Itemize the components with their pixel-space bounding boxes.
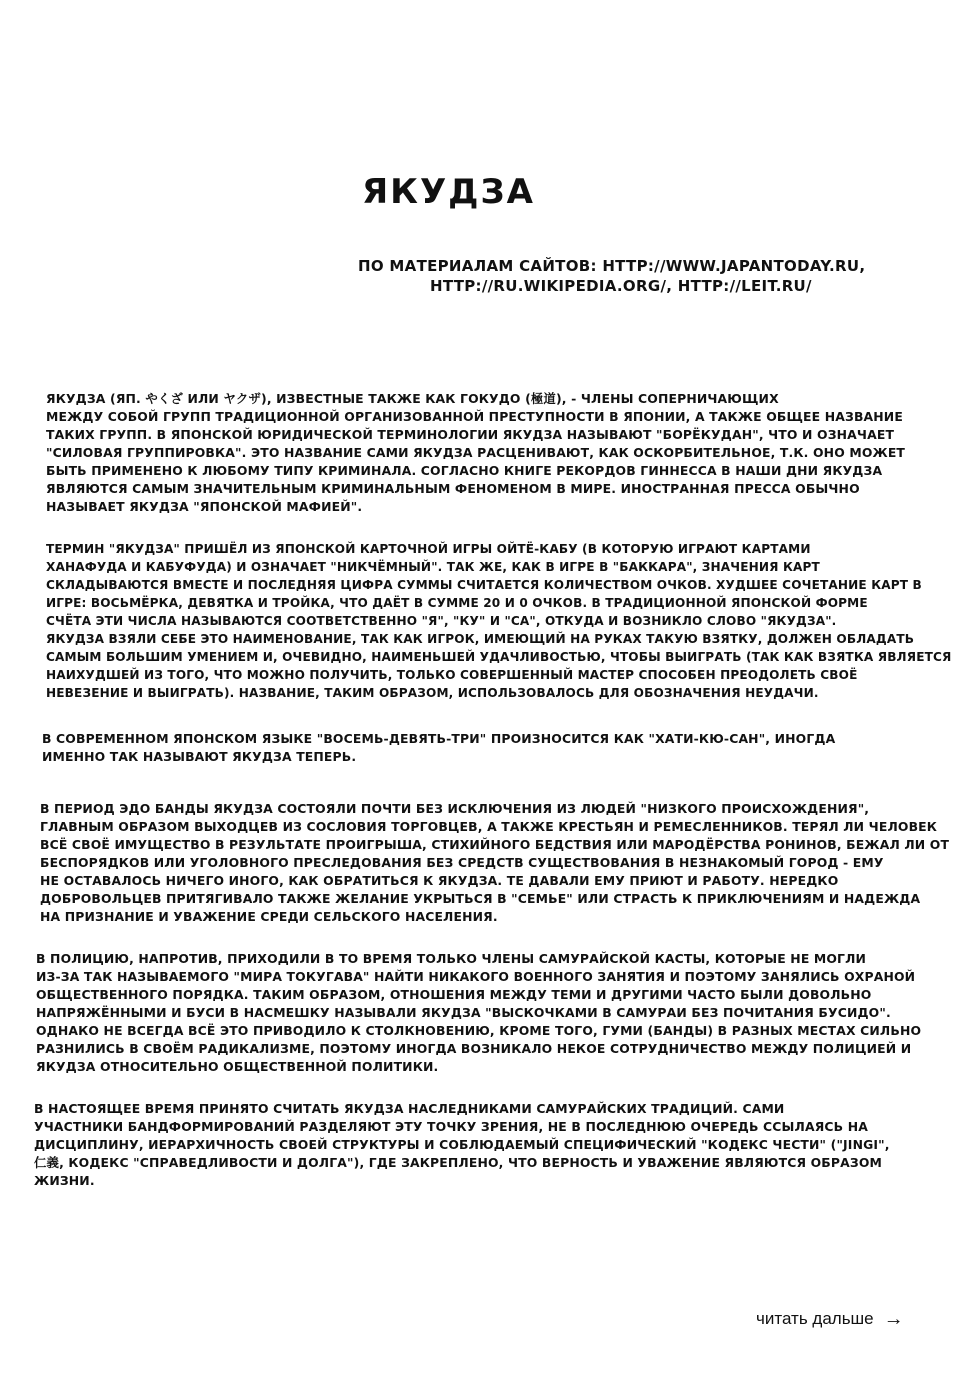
- text-line: МЕЖДУ СОБОЙ ГРУПП ТРАДИЦИОННОЙ ОРГАНИЗОВАННОЙ ПРЕСТУПНОСТИ В ЯПОНИИ, А ТАКЖЕ ОБЩЕЕ НАЗВАНИЕ: [46, 409, 903, 424]
- text-line: ИЗ-ЗА ТАК НАЗЫВАЕМОГО "МИРА ТОКУГАВА" НАЙТИ НИКАКОГО ВОЕННОГО ЗАНЯТИЯ И ПОЭТОМУ ЗАНЯЛИСЬ ОХРАНОЙ: [36, 969, 916, 984]
- text-line: В СОВРЕМЕННОМ ЯПОНСКОМ ЯЗЫКЕ "ВОСЕМЬ-ДЕВЯТЬ-ТРИ" ПРОИЗНОСИТСЯ КАК "ХАТИ-КЮ-САН", ИНОГДА: [42, 731, 836, 746]
- text-line: 仁義, КОДЕКС "СПРАВЕДЛИВОСТИ И ДОЛГА"), ГДЕ ЗАКРЕПЛЕНО, ЧТО ВЕРНОСТЬ И УВАЖЕНИЕ ЯВЛЯЮТСЯ ОБРАЗОМ: [34, 1155, 882, 1170]
- text-line: В НАСТОЯЩЕЕ ВРЕМЯ ПРИНЯТО СЧИТАТЬ ЯКУДЗА НАСЛЕДНИКАМИ САМУРАЙСКИХ ТРАДИЦИЙ. САМИ: [34, 1101, 785, 1116]
- text-line: "СИЛОВАЯ ГРУППИРОВКА". ЭТО НАЗВАНИЕ САМИ ЯКУДЗА РАСЦЕНИВАЮТ, КАК ОСКОРБИТЕЛЬНОЕ, Т.К. ОНО МОЖЕТ: [46, 445, 906, 460]
- text-line: ДИСЦИПЛИНУ, ИЕРАРХИЧНОСТЬ СВОЕЙ СТРУКТУРЫ И СОБЛЮДАЕМЫЙ СПЕЦИФИЧЕСКИЙ "КОДЕКС ЧЕСТИ" ("JINGI",: [34, 1137, 890, 1152]
- arrow-right-icon: →: [883, 1308, 904, 1330]
- text-line: ТЕРМИН "ЯКУДЗА" ПРИШЁЛ ИЗ ЯПОНСКОЙ КАРТОЧНОЙ ИГРЫ ОЙТЁ-КАБУ (В КОТОРУЮ ИГРАЮТ КАРТАМИ: [46, 541, 811, 556]
- paragraph-modern-language: [42, 730, 835, 766]
- text-line: ХАНАФУДА И КАБУФУДА) И ОЗНАЧАЕТ "НИКЧЁМНЫЙ". ТАК ЖЕ, КАК В ИГРЕ В "БАККАРА", ЗНАЧЕНИЯ КАРТ: [46, 559, 820, 574]
- text-line: НАИХУДШЕЙ ИЗ ТОГО, ЧТО МОЖНО ПОЛУЧИТЬ, ТОЛЬКО СОВЕРШЕННЫЙ МАСТЕР СПОСОБЕН ПРЕОДОЛЕТЬ СВОЁ: [46, 667, 858, 682]
- text-line: УЧАСТНИКИ БАНДФОРМИРОВАНИЙ РАЗДЕЛЯЮТ ЭТУ ТОЧКУ ЗРЕНИЯ, НЕ В ПОСЛЕДНЮЮ ОЧЕРЕДЬ ССЫЛАЯСЬ НА: [34, 1119, 868, 1134]
- sources-block: [340, 256, 950, 296]
- paragraph-present-day: [34, 1100, 890, 1190]
- text-line: ЯКУДЗА ВЗЯЛИ СЕБЕ ЭТО НАИМЕНОВАНИЕ, ТАК КАК ИГРОК, ИМЕЮЩИЙ НА РУКАХ ТАКУЮ ВЗЯТКУ, ДОЛЖЕН ОБЛАДАТЬ: [46, 631, 915, 646]
- text-line: РАЗНИЛИСЬ В СВОЁМ РАДИКАЛИЗМЕ, ПОЭТОМУ ИНОГДА ВОЗНИКАЛО НЕКОЕ СОТРУДНИЧЕСТВО МЕЖДУ ПОЛИЦИЕЙ И: [36, 1041, 912, 1056]
- sources-line: ПО МАТЕРИАЛАМ САЙТОВ: HTTP://WWW.JAPANTODAY.RU,: [358, 257, 866, 275]
- text-line: НА ПРИЗНАНИЕ И УВАЖЕНИЕ СРЕДИ СЕЛЬСКОГО НАСЕЛЕНИЯ.: [40, 909, 498, 924]
- text-line: НЕВЕЗЕНИЕ И ВЫИГРАТЬ). НАЗВАНИЕ, ТАКИМ ОБРАЗОМ, ИСПОЛЬЗОВАЛОСЬ ДЛЯ ОБОЗНАЧЕНИЯ НЕУДАЧИ.: [46, 685, 819, 700]
- text-line: ЖИЗНИ.: [34, 1173, 95, 1188]
- text-line: ТАКИХ ГРУПП. В ЯПОНСКОЙ ЮРИДИЧЕСКОЙ ТЕРМИНОЛОГИИ ЯКУДЗА НАЗЫВАЮТ "БОРЁКУДАН", ЧТО И ОЗНАЧАЕТ: [46, 427, 895, 442]
- text-line: В ПОЛИЦИЮ, НАПРОТИВ, ПРИХОДИЛИ В ТО ВРЕМЯ ТОЛЬКО ЧЛЕНЫ САМУРАЙСКОЙ КАСТЫ, КОТОРЫЕ НЕ МОГЛИ: [36, 951, 867, 966]
- text-line: СЧЁТА ЭТИ ЧИСЛА НАЗЫВАЮТСЯ СООТВЕТСТВЕННО "Я", "КУ" И "СА", ОТКУДА И ВОЗНИКЛО СЛОВО "ЯКУДЗА".: [46, 613, 837, 628]
- text-line: В ПЕРИОД ЭДО БАНДЫ ЯКУДЗА СОСТОЯЛИ ПОЧТИ БЕЗ ИСКЛЮЧЕНИЯ ИЗ ЛЮДЕЙ "НИЗКОГО ПРОИСХОЖДЕНИЯ",: [40, 801, 870, 816]
- text-line: НЕ ОСТАВАЛОСЬ НИЧЕГО ИНОГО, КАК ОБРАТИТЬСЯ К ЯКУДЗА. ТЕ ДАВАЛИ ЕМУ ПРИЮТ И РАБОТУ. НЕРЕДКО: [40, 873, 839, 888]
- text-line: ДОБРОВОЛЬЦЕВ ПРИТЯГИВАЛО ТАКЖЕ ЖЕЛАНИЕ УКРЫТЬСЯ В "СЕМЬЕ" ИЛИ СТРАСТЬ К ПРИКЛЮЧЕНИЯМ И НАДЕЖДА: [40, 891, 921, 906]
- text-line: ОДНАКО НЕ ВСЕГДА ВСЁ ЭТО ПРИВОДИЛО К СТОЛКНОВЕНИЮ, КРОМЕ ТОГО, ГУМИ (БАНДЫ) В РАЗНЫХ МЕСТАХ СИЛЬНО: [36, 1023, 922, 1038]
- text-line: ИГРЕ: ВОСЬМЁРКА, ДЕВЯТКА И ТРОЙКА, ЧТО ДАЁТ В СУММЕ 20 И 0 ОЧКОВ. В ТРАДИЦИОННОЙ ЯПОНСКОЙ ФОРМЕ: [46, 595, 868, 610]
- text-line: ЯКУДЗА (ЯП. やくざ ИЛИ ヤクザ), ИЗВЕСТНЫЕ ТАКЖЕ КАК ГОКУДО (極道), - ЧЛЕНЫ СОПЕРНИЧАЮЩИХ: [46, 391, 779, 406]
- text-line: ОБЩЕСТВЕННОГО ПОРЯДКА. ТАКИМ ОБРАЗОМ, ОТНОШЕНИЯ МЕЖДУ ТЕМИ И ДРУГИМИ ЧАСТО БЫЛИ ДОВОЛЬНО: [36, 987, 872, 1002]
- paragraph-intro: [46, 390, 905, 516]
- text-line: САМЫМ БОЛЬШИМ УМЕНИЕМ И, ОЧЕВИДНО, НАИМЕНЬШЕЙ УДАЧЛИВОСТЬЮ, ЧТОБЫ ВЫИГРАТЬ (ТАК КАК ВЗЯТКА ЯВЛЯЕТСЯ: [46, 649, 952, 664]
- paragraph-police: [36, 950, 921, 1076]
- sources-line: HTTP://RU.WIKIPEDIA.ORG/, HTTP://LEIT.RU/: [430, 277, 812, 295]
- text-line: ЯВЛЯЮТСЯ САМЫМ ЗНАЧИТЕЛЬНЫМ КРИМИНАЛЬНЫМ ФЕНОМЕНОМ В МИРЕ. ИНОСТРАННАЯ ПРЕССА ОБЫЧНО: [46, 481, 860, 496]
- paragraph-edo-period: [40, 800, 949, 926]
- text-line: БЫТЬ ПРИМЕНЕНО К ЛЮБОМУ ТИПУ КРИМИНАЛА. СОГЛАСНО КНИГЕ РЕКОРДОВ ГИННЕССА В НАШИ ДНИ ЯКУДЗА: [46, 463, 883, 478]
- text-line: ВСЁ СВОЁ ИМУЩЕСТВО В РЕЗУЛЬТАТЕ ПРОИГРЫША, СТИХИЙНОГО БЕДСТВИЯ ИЛИ МАРОДЁРСТВА РОНИНОВ, БЕЖАЛ ЛИ ОТ: [40, 837, 950, 852]
- text-line: БЕСПОРЯДКОВ ИЛИ УГОЛОВНОГО ПРЕСЛЕДОВАНИЯ БЕЗ СРЕДСТВ СУЩЕСТВОВАНИЯ В НЕЗНАКОМЫЙ ГОРОД - ЕМУ: [40, 855, 884, 870]
- text-line: НАЗЫВАЕТ ЯКУДЗА "ЯПОНСКОЙ МАФИЕЙ".: [46, 499, 363, 514]
- paragraph-etymology: [46, 540, 952, 702]
- text-line: ЯКУДЗА ОТНОСИТЕЛЬНО ОБЩЕСТВЕННОЙ ПОЛИТИКИ.: [36, 1059, 439, 1074]
- read-more-link[interactable]: [756, 1308, 904, 1331]
- text-line: ИМЕННО ТАК НАЗЫВАЮТ ЯКУДЗА ТЕПЕРЬ.: [42, 749, 357, 764]
- text-line: СКЛАДЫВАЮТСЯ ВМЕСТЕ И ПОСЛЕДНЯЯ ЦИФРА СУММЫ СЧИТАЕТСЯ КОЛИЧЕСТВОМ ОЧКОВ. ХУДШЕЕ СОЧЕТАНИЕ КАРТ В: [46, 577, 922, 592]
- text-line: ГЛАВНЫМ ОБРАЗОМ ВЫХОДЦЕВ ИЗ СОСЛОВИЯ ТОРГОВЦЕВ, А ТАКЖЕ КРЕСТЬЯН И РЕМЕСЛЕННИКОВ. ТЕРЯЛ ЛИ ЧЕЛОВЕК: [40, 819, 938, 834]
- page-title: ЯКУДЗА: [362, 172, 535, 212]
- read-more-label: читать дальше: [756, 1309, 874, 1328]
- text-line: НАПРЯЖЁННЫМИ И БУСИ В НАСМЕШКУ НАЗЫВАЛИ ЯКУДЗА "ВЫСКОЧКАМИ В САМУРАИ БЕЗ ПОЧИТАНИЯ БУСИДО".: [36, 1005, 891, 1020]
